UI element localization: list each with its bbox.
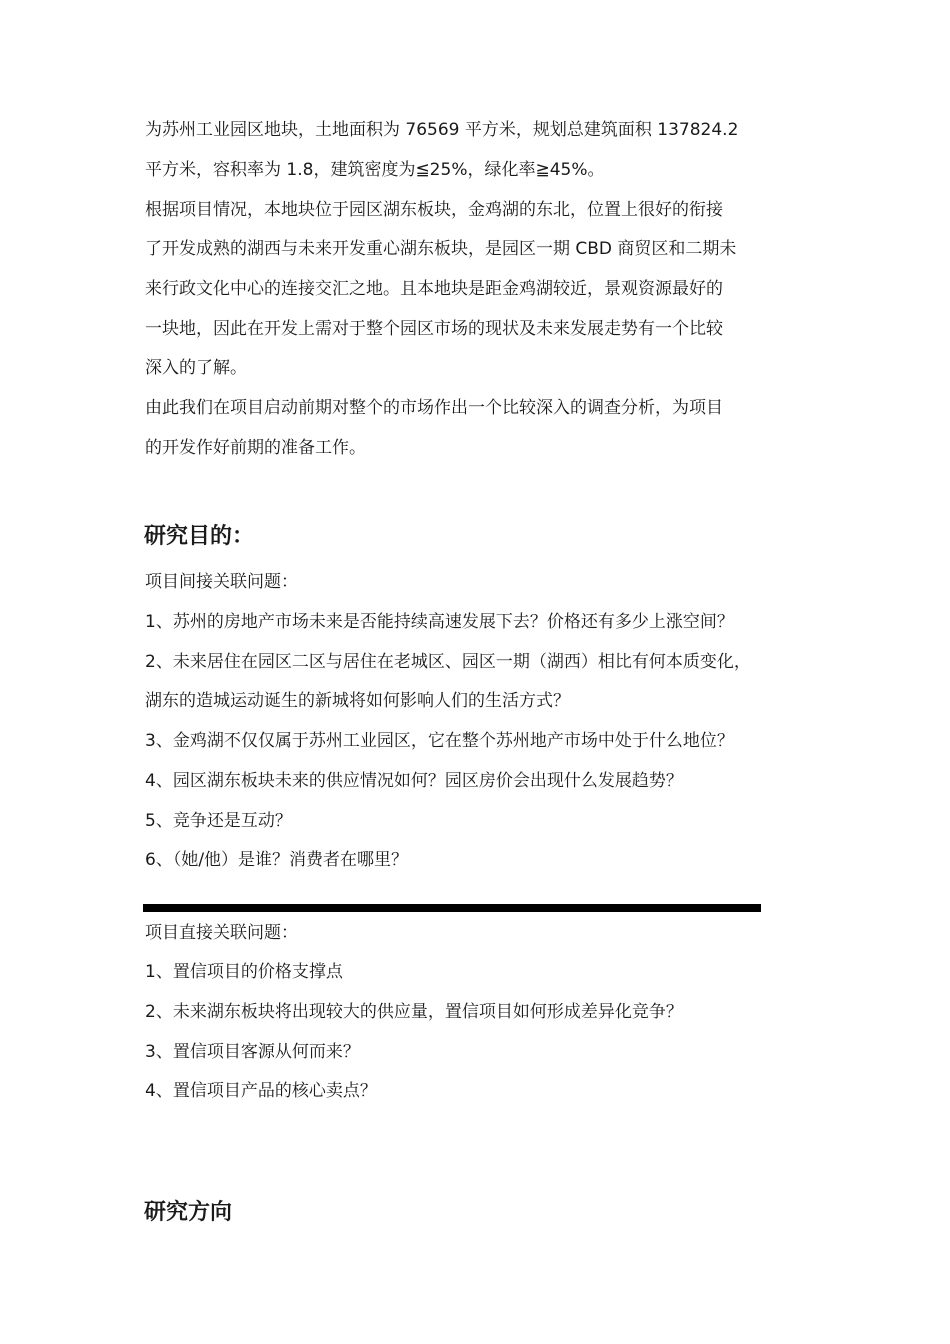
intro-line: 平方米，容积率为 1.8，建筑密度为≦25%，绿化率≧45%。 xyxy=(145,160,605,180)
intro-line: 来行政文化中心的连接交汇之地。且本地块是距金鸡湖较近，景观资源最好的 xyxy=(145,279,723,299)
list-item: 5、竞争还是互动？ xyxy=(145,811,292,831)
intro-line: 由此我们在项目启动前期对整个的市场作出一个比较深入的调查分析，为项目 xyxy=(145,398,723,418)
intro-line: 根据项目情况，本地块位于园区湖东板块，金鸡湖的东北，位置上很好的衔接 xyxy=(145,200,723,220)
list-item: 1、苏州的房地产市场未来是否能持续高速发展下去？价格还有多少上涨空间？ xyxy=(145,612,734,632)
list-item: 湖东的造城运动诞生的新城将如何影响人们的生活方式？ xyxy=(145,691,570,711)
list-item: 1、置信项目的价格支撑点 xyxy=(145,962,343,982)
list-item: 4、置信项目产品的核心卖点？ xyxy=(145,1081,377,1101)
section-divider xyxy=(143,904,761,912)
direct-questions-title: 项目直接关联问题： xyxy=(145,923,298,943)
list-item: 4、园区湖东板块未来的供应情况如何？园区房价会出现什么发展趋势？ xyxy=(145,771,683,791)
intro-line: 了开发成熟的湖西与未来开发重心湖东板块，是园区一期 CBD 商贸区和二期未 xyxy=(145,239,737,259)
intro-line: 深入的了解。 xyxy=(145,358,247,378)
section-heading-direction: 研究方向 xyxy=(144,1200,233,1225)
list-item: 2、未来居住在园区二区与居住在老城区、园区一期（湖西）相比有何本质变化， xyxy=(145,652,751,672)
intro-line: 的开发作好前期的准备工作。 xyxy=(145,438,366,458)
list-item: 2、未来湖东板块将出现较大的供应量，置信项目如何形成差异化竞争？ xyxy=(145,1002,683,1022)
list-item: 3、金鸡湖不仅仅属于苏州工业园区，它在整个苏州地产市场中处于什么地位？ xyxy=(145,731,734,751)
indirect-questions-title: 项目间接关联问题： xyxy=(145,572,298,592)
list-item: 3、置信项目客源从何而来？ xyxy=(145,1042,360,1062)
section-heading-purpose: 研究目的： xyxy=(144,524,255,549)
intro-line: 为苏州工业园区地块，土地面积为 76569 平方米，规划总建筑面积 137824.2 xyxy=(145,120,739,140)
list-item: 6、（她/他）是谁？消费者在哪里？ xyxy=(145,850,409,870)
intro-line: 一块地，因此在开发上需对于整个园区市场的现状及未来发展走势有一个比较 xyxy=(145,319,723,339)
